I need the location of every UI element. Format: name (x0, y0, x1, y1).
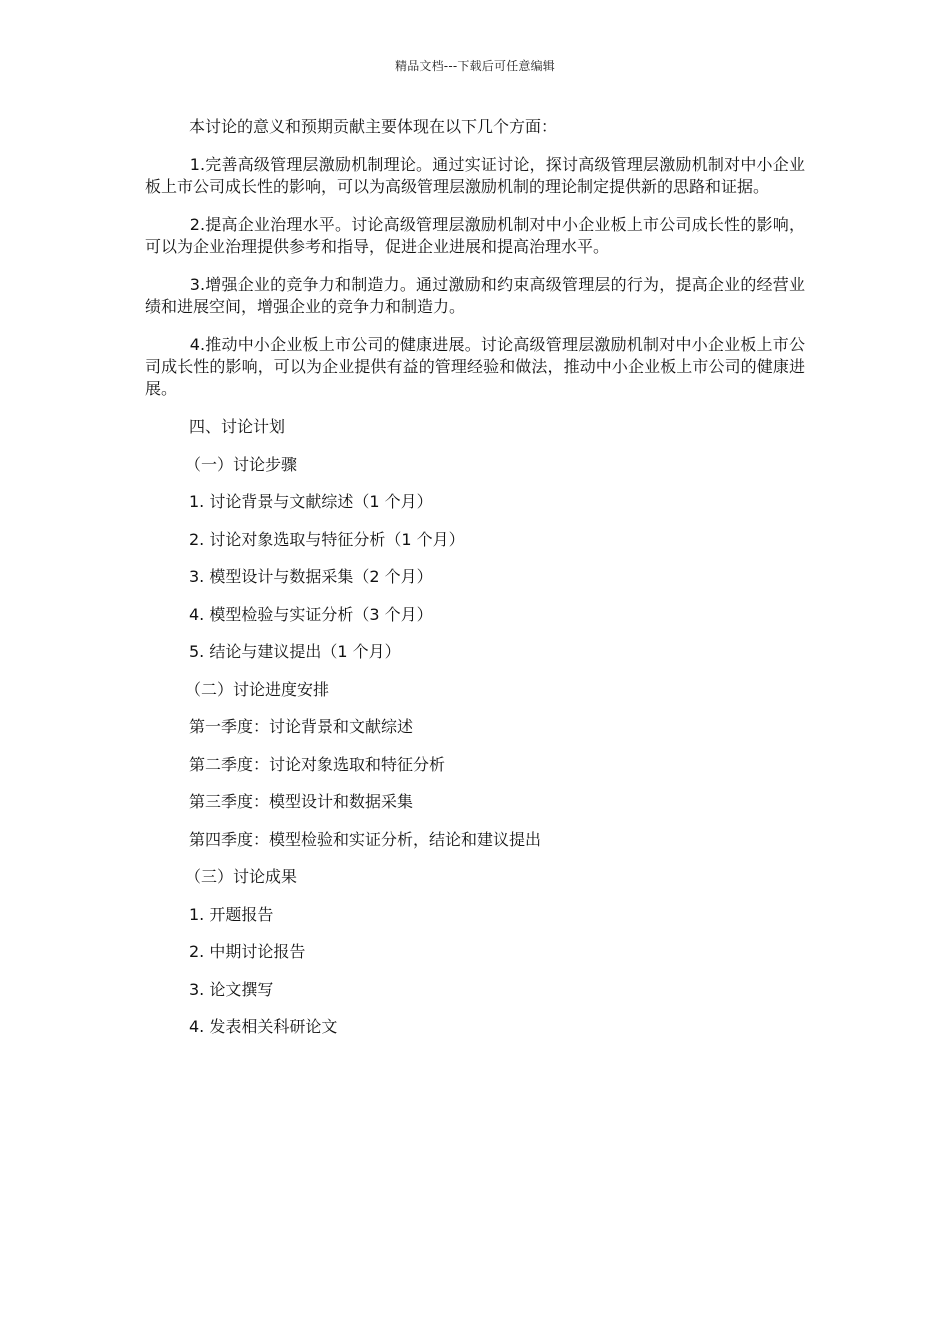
subsection-heading-schedule: （二）讨论进度安排 (185, 679, 330, 699)
intro-paragraph: 本讨论的意义和预期贡献主要体现在以下几个方面： (189, 117, 558, 136)
contribution-item: 4.推动中小企业板上市公司的健康进展。讨论高级管理层激励机制对中小企业板上市公司成长性的影响，可以为企业提供有益的管理经验和做法，推动中小企业板上市公司的健康进展。 (145, 335, 805, 398)
schedule-item: 第二季度：讨论对象选取和特征分析 (189, 754, 446, 774)
step-item: 4. 模型检验与实证分析（3 个月） (189, 604, 433, 624)
contribution-item: 3.增强企业的竞争力和制造力。通过激励和约束高级管理层的行为，提高企业的经营业绩和进展空间，增强企业的竞争力和制造力。 (145, 275, 805, 316)
outcome-item: 4. 发表相关科研论文 (189, 1017, 338, 1036)
contribution-item: 1.完善高级管理层激励机制理论。通过实证讨论，探讨高级管理层激励机制对中小企业板上市公司成长性的影响，可以为高级管理层激励机制的理论制定提供新的思路和证据。 (145, 155, 805, 196)
page-header: 精品文档---下载后可任意编辑 (395, 59, 555, 73)
step-item: 3. 模型设计与数据采集（2 个月） (189, 567, 433, 586)
outcome-item: 1. 开题报告 (189, 904, 274, 924)
step-item: 2. 讨论对象选取与特征分析（1 个月） (189, 529, 465, 549)
schedule-item: 第一季度：讨论背景和文献综述 (189, 717, 414, 736)
schedule-item: 第三季度：模型设计和数据采集 (189, 792, 414, 811)
step-item: 5. 结论与建议提出（1 个月） (189, 642, 401, 661)
subsection-heading-steps: （一）讨论步骤 (185, 454, 298, 474)
subsection-heading-outcomes: （三）讨论成果 (185, 867, 298, 886)
document-body (145, 116, 805, 1054)
schedule-item: 第四季度：模型检验和实证分析，结论和建议提出 (189, 829, 542, 849)
outcome-item: 2. 中期讨论报告 (189, 942, 306, 961)
step-item: 1. 讨论背景与文献综述（1 个月） (189, 492, 433, 511)
outcome-item: 3. 论文撰写 (189, 979, 274, 999)
contribution-item: 2.提高企业治理水平。讨论高级管理层激励机制对中小企业板上市公司成长性的影响，可以为企业治理提供参考和指导，促进企业进展和提高治理水平。 (145, 215, 805, 256)
section-heading-plan: 四、讨论计划 (189, 417, 286, 436)
